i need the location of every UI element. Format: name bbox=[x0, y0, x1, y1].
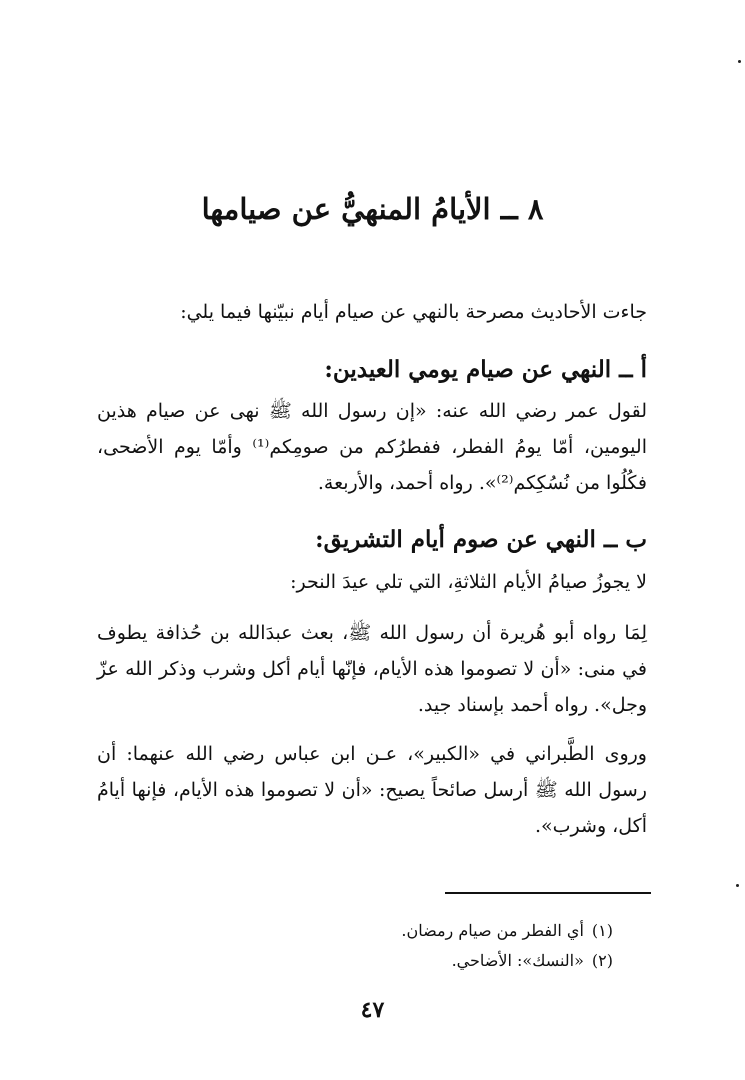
section-b-paragraph-2: وروى الطَّبراني في «الكبير»، عـن ابن عباس رضي الله عنهما: أن رسول الله ﷺ أرسل صائحاً يصيح: «أن لا تصوموا هذه الأيام، فإنها أيامُ أكل، وشرب». bbox=[97, 743, 647, 837]
scan-speck bbox=[736, 884, 739, 887]
intro-paragraph: جاءت الأحاديث مصرحة بالنهي عن صيام أيام نبيّنها فيما يلي: bbox=[180, 301, 647, 323]
footnote-separator bbox=[445, 892, 651, 894]
footnote-2 bbox=[213, 947, 613, 975]
footnote-text: أي الفطر من صيام رمضان. bbox=[401, 921, 584, 940]
section-b-heading: ب ــ النهي عن صوم أيام التشريق: bbox=[315, 526, 647, 553]
footnote-number: (١) bbox=[591, 921, 613, 940]
chapter-title: ٨ ــ الأيامُ المنهيُّ عن صيامها bbox=[201, 192, 544, 226]
footnote-text: «النسك»: الأضاحي. bbox=[451, 951, 584, 970]
footnote-1 bbox=[213, 917, 613, 945]
footnote-number: (٢) bbox=[591, 951, 613, 970]
section-a-text: لقول عمر رضي الله عنه: «إن رسول الله ﷺ نهى عن صيام هذين اليومين، أمّا يومُ الفطر، ففطرُكم من صومِكم⁽¹⁾ وأمّا يوم الأضحى، فكُلُوا من نُسُكِكم⁽²⁾». رواه أحمد، والأربعة. bbox=[97, 400, 647, 494]
section-b-paragraph-1: لِمَا رواه أبو هُريرة أن رسول الله ﷺ، بعث عبدَالله بن حُذافة يطوف في منى: «أن لا تصوموا هذه الأيام، فإنّها أيام أكل وشرب وذكر الله عزّ وجل». رواه أحمد بإسناد جيد. bbox=[97, 622, 647, 716]
section-b-rule: لا يجوزُ صيامُ الأيام الثلاثةِ، التي تلي عيدَ النحر: bbox=[290, 571, 647, 593]
scan-speck bbox=[738, 60, 741, 63]
page-number: ٤٧ bbox=[360, 997, 385, 1023]
section-a-heading: أ ــ النهي عن صيام يومي العيدين: bbox=[324, 356, 647, 383]
